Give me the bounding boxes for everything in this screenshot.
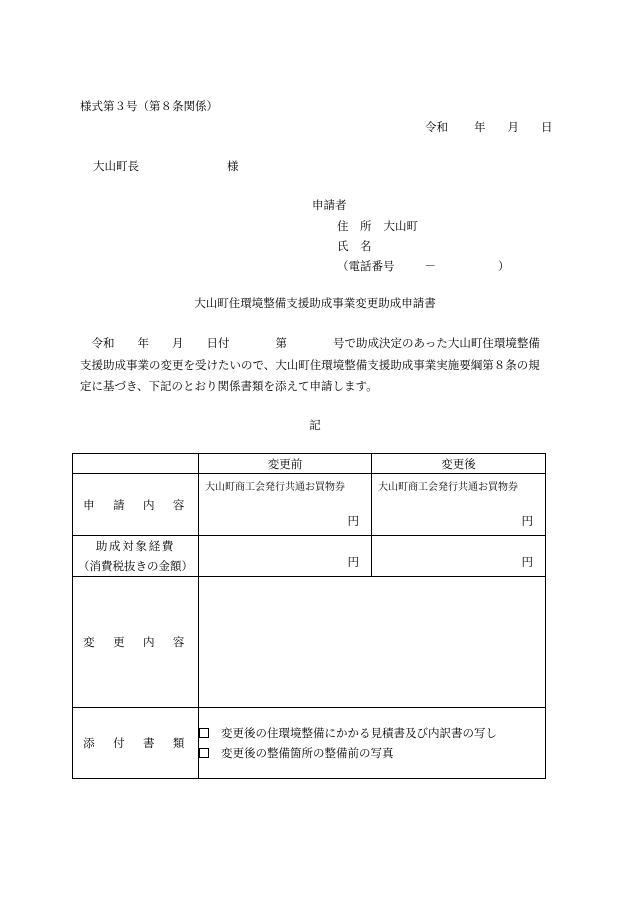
name-label: 氏 名 (337, 239, 372, 253)
application-before-text: 大山町商工会発行共通お買物券 (205, 482, 345, 493)
application-after-cell[interactable] (372, 474, 546, 536)
table-row-attachments (73, 708, 546, 779)
tel-label: （電話番号 (337, 259, 395, 273)
attachment-item-label: 変更後の住環境整備にかかる見積書及び内訳書の写し (221, 726, 497, 740)
cost-label-line2: （消費税抜きの金額） (78, 559, 193, 573)
addressee-honorific: 様 (227, 159, 239, 173)
body-text (80, 333, 558, 398)
attachment-item (199, 743, 545, 763)
address-value: 大山町 (383, 219, 418, 233)
application-before-cell[interactable] (199, 474, 372, 536)
cost-after-cell[interactable] (372, 536, 546, 577)
addressee (93, 158, 239, 174)
form-number: 様式第３号（第８条関係） (80, 99, 218, 113)
date-year: 年 (474, 120, 486, 134)
table-header-row (73, 454, 546, 474)
body-line: 定に基づき、下記のとおり関係書類を添えて申請します。 (80, 379, 378, 393)
body-line: 支援助成事業の変更を受けたいので、大山町住環境整備支援助成事業実施要綱第８条の規 (80, 357, 540, 372)
body-line: 令和 年 月 日付 第 号で助成決定のあった大山町住環境整備 (80, 336, 540, 350)
applicant-name (337, 238, 372, 254)
change-form-table (72, 453, 546, 779)
table-row-cost (73, 536, 546, 577)
tel-separator: － (424, 259, 436, 273)
table-row-change (73, 577, 546, 708)
attachment-checkbox[interactable] (199, 728, 209, 738)
table-row-application (73, 474, 546, 536)
header-blank-cell (73, 454, 199, 474)
date-day: 日 (541, 120, 553, 134)
applicant-heading: 申請者 (312, 198, 347, 212)
addressee-name: 大山町長 (93, 159, 139, 173)
applicant-tel (337, 258, 510, 274)
attachment-item-label: 変更後の整備箇所の整備前の写真 (221, 746, 394, 760)
application-after-yen: 円 (521, 514, 533, 528)
applicant-address (337, 218, 418, 234)
tel-close: ） (498, 259, 510, 273)
date-line (425, 119, 553, 135)
cost-before-yen: 円 (347, 554, 359, 569)
cost-before-cell[interactable] (199, 536, 372, 577)
header-before: 変更前 (199, 454, 372, 474)
application-before-yen: 円 (347, 514, 359, 528)
cost-after-yen: 円 (521, 554, 533, 569)
date-month: 月 (507, 120, 519, 134)
change-content-cell[interactable] (199, 577, 546, 708)
application-label: 申 請 内 容 (73, 474, 199, 536)
attachments-cell (199, 708, 546, 779)
attachment-item (199, 723, 545, 743)
cost-label (73, 536, 199, 577)
document-title: 大山町住環境整備支援助成事業変更助成申請書 (194, 296, 436, 310)
date-era: 令和 (425, 120, 448, 134)
ki-heading: 記 (309, 418, 321, 432)
address-label: 住 所 (337, 219, 372, 233)
attachments-label: 添 付 書 類 (73, 708, 199, 779)
change-label: 変 更 内 容 (73, 577, 199, 708)
attachment-checkbox[interactable] (199, 748, 209, 758)
cost-label-line1: 助成対象経費 (95, 539, 176, 553)
header-after: 変更後 (372, 454, 546, 474)
application-after-text: 大山町商工会発行共通お買物券 (378, 482, 518, 493)
